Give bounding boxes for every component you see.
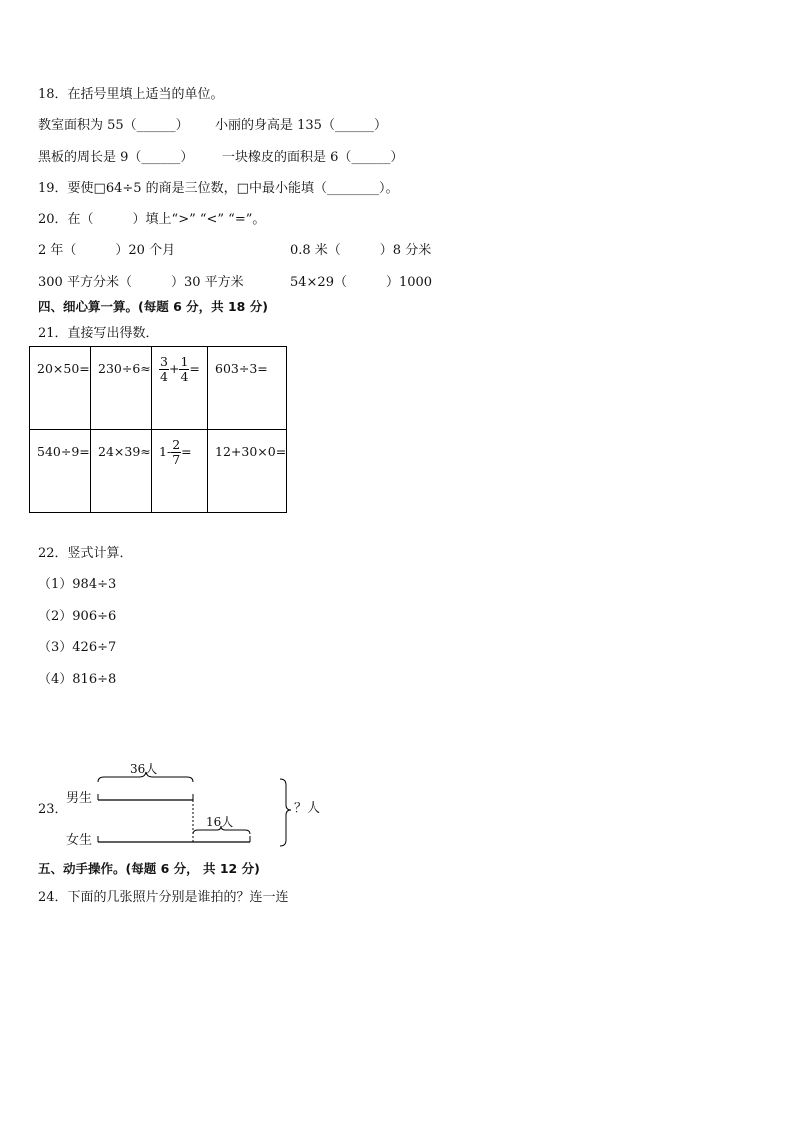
q20-item-2: 0.8 米（ ）8 分米: [290, 243, 432, 258]
section-4-title: 四、细心算一算。(每题 6 分，共 18 分): [38, 299, 268, 314]
section-5-title: 五、动手操作。(每题 6 分， 共 12 分): [38, 861, 260, 876]
equals-sign: =: [181, 444, 192, 459]
q22-title: 22．竖式计算．: [38, 546, 133, 561]
q20-item-3: 300 平方分米（ ）30 平方米: [38, 275, 244, 290]
denominator: 4: [160, 369, 168, 384]
total-question-label: ？人: [294, 801, 321, 816]
calc-cell: 603÷3=: [208, 347, 287, 430]
q22-item-1: （1）984÷3: [38, 577, 117, 592]
q22-item-2: （2）906÷6: [38, 609, 117, 624]
equals-sign: =: [189, 361, 200, 376]
q18-title: 18．在括号里填上适当的单位。: [38, 87, 224, 102]
denominator: 7: [172, 452, 181, 467]
difference-brace: [193, 826, 250, 834]
boys-brace: [98, 772, 193, 782]
q22-item-3: （3）426÷7: [38, 640, 117, 655]
q20-item-4: 54×29（ ）1000: [290, 275, 433, 290]
numerator: 3: [160, 354, 168, 369]
q19-text: 19．要使□64÷5 的商是三位数，□中最小能填（________）。: [38, 181, 399, 196]
numerator: 1: [180, 354, 189, 369]
calc-cell: 230÷6≈: [91, 347, 152, 430]
denominator: 4: [180, 369, 189, 384]
q18-item-blackboard: 黑板的周长是 9（______）: [38, 150, 194, 165]
q20-item-1: 2 年（ ）20 个月: [38, 243, 176, 258]
q22-item-4: （4）816÷8: [38, 672, 117, 687]
calc-cell: 24×39≈: [91, 430, 152, 513]
numerator: 2: [172, 437, 181, 452]
calc-cell: 540÷9=: [30, 430, 91, 513]
q23-number: 23．: [38, 802, 68, 817]
minuend: 1-: [159, 444, 172, 459]
plus-sign: +: [168, 361, 180, 376]
q24-title: 24．下面的几张照片分别是谁拍的？连一连: [38, 890, 289, 905]
difference-label: 16人: [206, 815, 234, 829]
total-brace: [280, 779, 291, 846]
boys-label: 男生: [66, 791, 93, 806]
calc-cell: 20×50=: [30, 347, 91, 430]
q18-item-height: 小丽的身高是 135（______）: [215, 118, 387, 133]
q18-item-classroom: 教室面积为 55（______）: [38, 118, 189, 133]
q18-item-eraser: 一块橡皮的面积是 6（______）: [222, 150, 404, 165]
boys-count-label: 36人: [130, 762, 158, 776]
girls-label: 女生: [66, 833, 93, 848]
calc-cell: 12+30×0=: [208, 430, 287, 513]
q20-title: 20．在（ ）填上“>” “<” “=”。: [38, 212, 266, 227]
q21-title: 21．直接写出得数．: [38, 326, 159, 341]
